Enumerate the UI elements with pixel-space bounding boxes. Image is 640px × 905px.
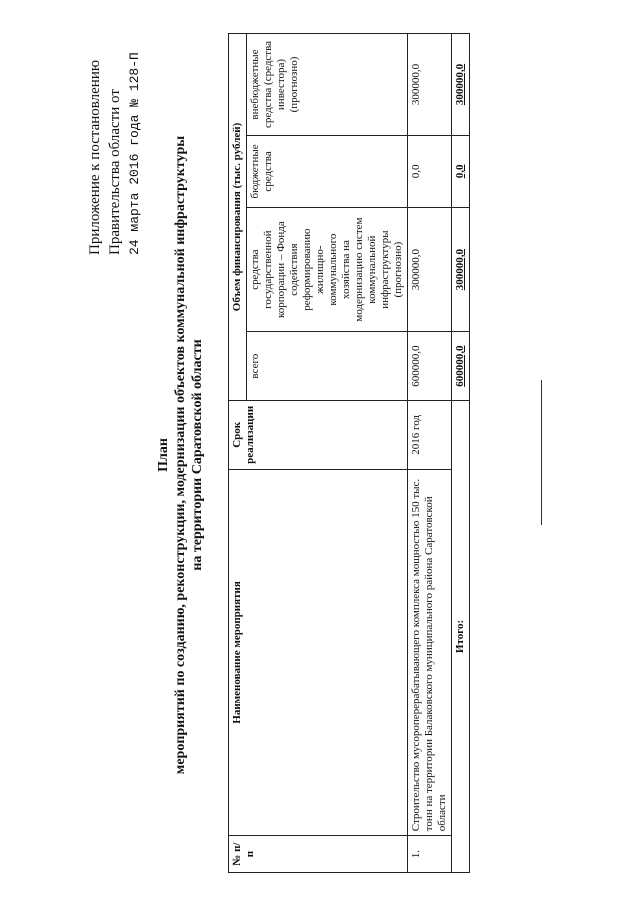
table-row bbox=[408, 34, 452, 873]
row-total: 600000,0 bbox=[408, 332, 452, 401]
row-fund: 300000,0 bbox=[408, 207, 452, 332]
header-num: № п/п bbox=[229, 836, 408, 873]
title-line-2: мероприятий по созданию, реконструкции, модернизации объектов коммунальной инфраструктуры bbox=[173, 135, 188, 775]
document-title bbox=[155, 35, 206, 875]
header-volume: Объем финансирования (тыс. рублей) bbox=[229, 34, 247, 401]
header-term: Срок реализации bbox=[229, 400, 408, 469]
header-fund: средства государственной корпорации – Фонда содействия реформированию жилищно-коммунального хозяйства на модернизацию систем коммунальной инфраструктуры (прогнозно) bbox=[247, 207, 408, 332]
annex-line-1: Приложение к постановлению bbox=[87, 59, 103, 255]
totals-budget: 0,0 bbox=[452, 136, 470, 208]
header-total: всего bbox=[247, 332, 408, 401]
row-budget: 0,0 bbox=[408, 136, 452, 208]
totals-extra: 300000,0 bbox=[452, 34, 470, 136]
title-line-3: на территории Саратовской области bbox=[190, 339, 205, 571]
totals-total: 600000,0 bbox=[452, 332, 470, 401]
annex-line-3: 24 марта 2016 года № 128-П bbox=[127, 52, 142, 255]
header-extra: внебюджетные средства (средства инвестора) (прогнозно) bbox=[247, 34, 408, 136]
row-term: 2016 год bbox=[408, 400, 452, 469]
annex-block bbox=[85, 25, 145, 255]
divider-line bbox=[541, 380, 542, 525]
row-extra: 300000,0 bbox=[408, 34, 452, 136]
totals-fund: 300000,0 bbox=[452, 207, 470, 332]
header-name: Наименование мероприятия bbox=[229, 469, 408, 836]
row-name: Строительство мусороперерабатывающего комплекса мощностью 150 тыс. тонн на территории Балаковского муниципального района Саратовской области bbox=[408, 469, 452, 836]
plan-table bbox=[228, 33, 470, 873]
annex-line-2: Правительства области от bbox=[107, 89, 123, 255]
totals-label: Итого: bbox=[452, 400, 470, 872]
row-num: 1. bbox=[408, 836, 452, 873]
header-row-1 bbox=[229, 34, 247, 873]
totals-row bbox=[452, 34, 470, 873]
title-line-1: План bbox=[156, 438, 171, 472]
header-budget: бюджетные средства bbox=[247, 136, 408, 208]
